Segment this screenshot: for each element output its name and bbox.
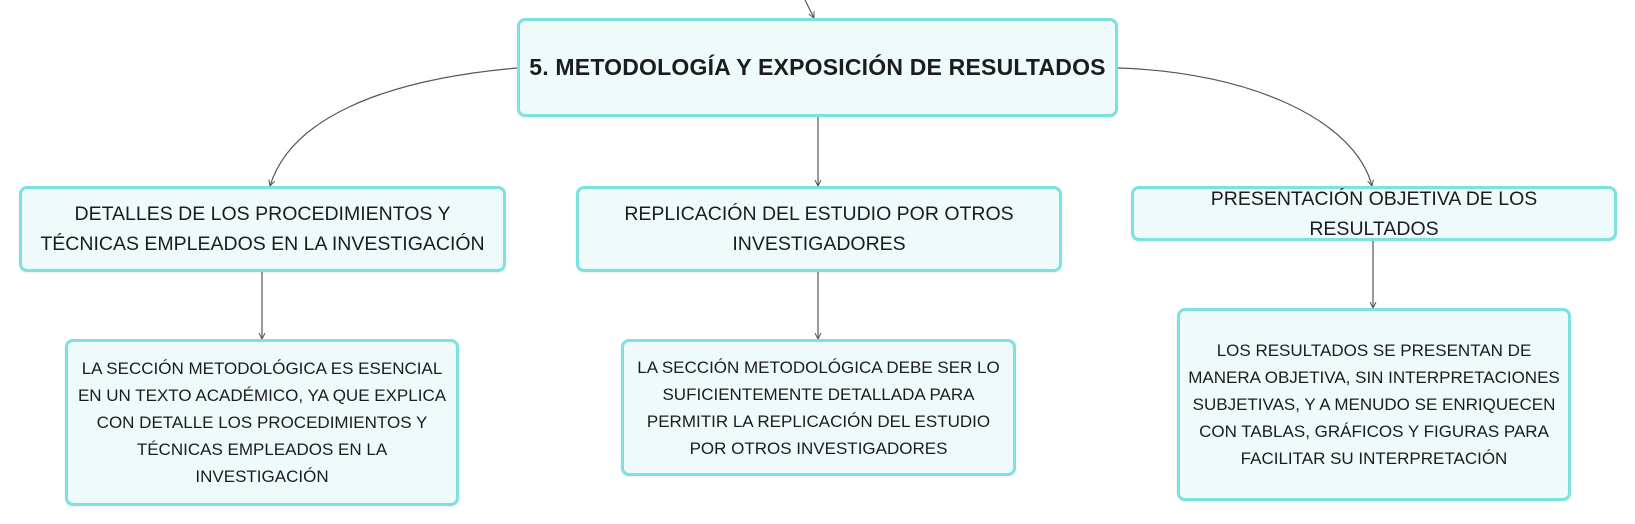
connector-root-to-branch-3: [1118, 68, 1372, 186]
detail-text: LA SECCIÓN METODOLÓGICA ES ESENCIAL EN UN TEXTO ACADÉMICO, YA QUE EXPLICA CON DETALLE LOS PROCEDIMIENTOS Y TÉCNICAS EMPLEADOS EN LA INVESTIGACIÓN: [77, 359, 447, 486]
detail-node-replication[interactable]: [621, 339, 1016, 476]
detail-node-objective-results[interactable]: [1177, 308, 1571, 501]
root-topic-node[interactable]: [517, 18, 1118, 117]
branch-node-procedures[interactable]: [19, 186, 506, 272]
connector-root-to-branch-1: [270, 68, 517, 186]
branch-node-objective-results[interactable]: [1131, 186, 1617, 241]
branch-node-replication[interactable]: [576, 186, 1062, 272]
detail-text: LOS RESULTADOS SE PRESENTAN DE MANERA OBJETIVA, SIN INTERPRETACIONES SUBJETIVAS, Y A MENUDO SE ENRIQUECEN CON TABLAS, GRÁFICOS Y FIGURAS PARA FACILITAR SU INTERPRETACIÓN: [1188, 341, 1560, 468]
branch-label: PRESENTACIÓN OBJETIVA DE LOS RESULTADOS: [1210, 187, 1538, 240]
incoming-connector: [805, 0, 814, 18]
detail-text: LA SECCIÓN METODOLÓGICA DEBE SER LO SUFICIENTEMENTE DETALLADA PARA PERMITIR LA REPLICACIÓN DEL ESTUDIO POR OTROS INVESTIGADORES: [637, 357, 1000, 458]
branch-label: REPLICACIÓN DEL ESTUDIO POR OTROS INVESTIGADORES: [624, 203, 1014, 255]
branch-label: DETALLES DE LOS PROCEDIMIENTOS Y TÉCNICAS EMPLEADOS EN LA INVESTIGACIÓN: [40, 203, 485, 255]
detail-node-procedures[interactable]: [65, 339, 459, 506]
root-topic-label: 5. METODOLOGÍA Y EXPOSICIÓN DE RESULTADOS: [529, 54, 1106, 80]
